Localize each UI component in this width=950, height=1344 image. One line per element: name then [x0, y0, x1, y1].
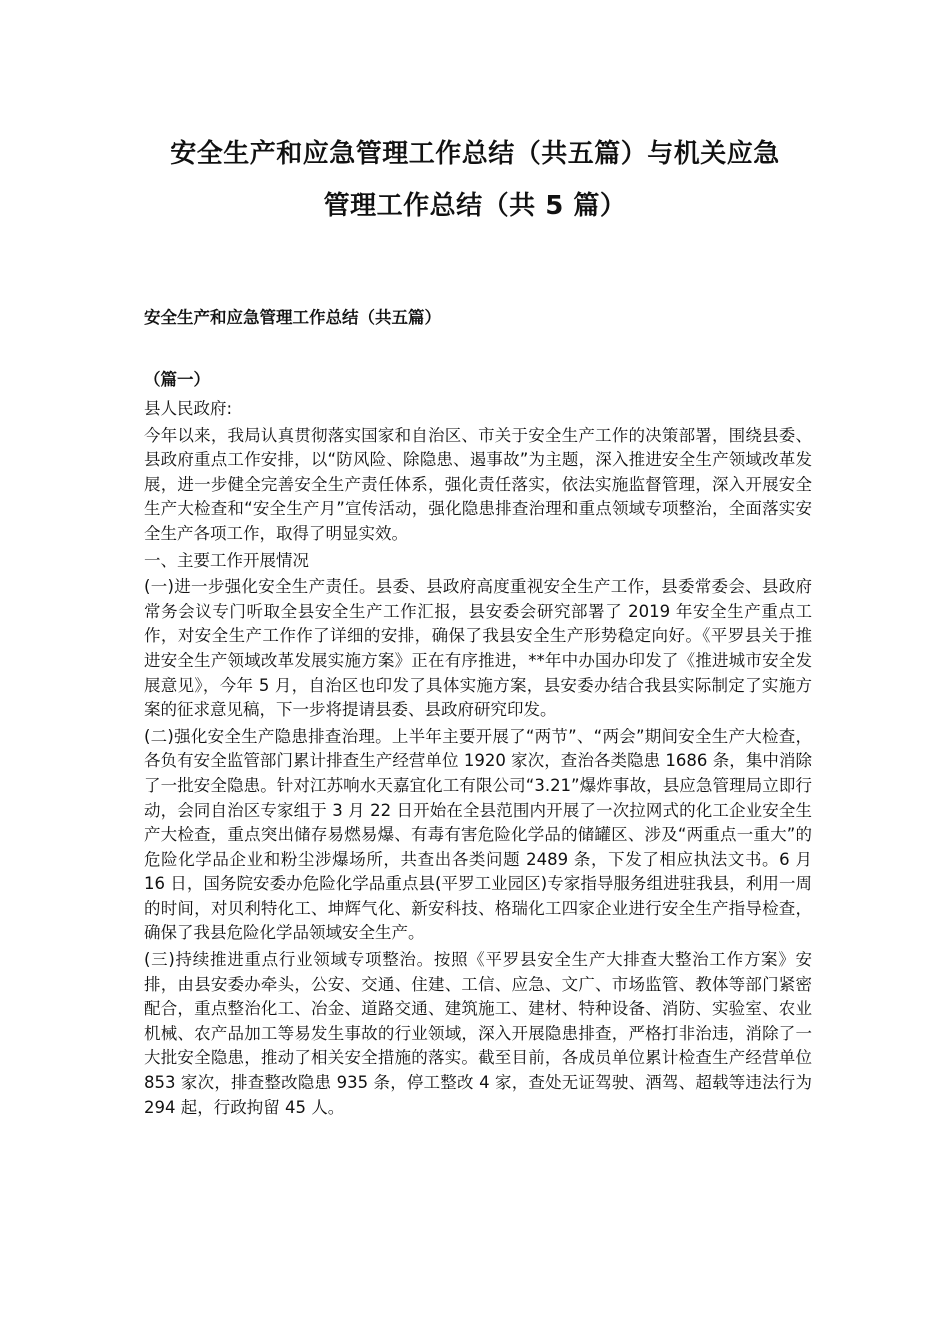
paragraph-item-1: (一)进一步强化安全生产责任。县委、县政府高度重视安全生产工作，县委常委会、县政府常务会议专门听取全县安全生产工作汇报，县安委会研究部署了 2019 年安全生产重点工作，对安全生产工作作了详细的安排，确保了我县安全生产形势稳定向好。《平罗县关于推进安全生产领域改革发展实施方案》正在有序推进，**年中办国办印发了《推进城市安全发展意见》，今年 5 月，自治区也印发了具体实施方案，县安委办结合我县实际制定了实施方案的征求意见稿，下一步将提请县委、县政府研究印发。: [144, 577, 812, 720]
part-label: （篇一）: [144, 370, 210, 389]
document-title-line-1: 安全生产和应急管理工作总结（共五篇）与机关应急: [170, 139, 780, 169]
paragraph-item-2: (二)强化安全生产隐患排查治理。上半年主要开展了“两节”、“两会”期间安全生产大检查，各负有安全监管部门累计排查生产经营单位 1920 家次，查治各类隐患 1686 条，集中消除了一批安全隐患。针对江苏响水天嘉宜化工有限公司“3.21”爆炸事故，县应急管理局立即行动，会同自治区专家组于 3 月 22 日开始在全县范围内开展了一次拉网式的化工企业安全生产大检查，重点突出储存易燃易爆、有毒有害危险化学品的储罐区、涉及“两重点一重大”的危险化学品企业和粉尘涉爆场所，共查出各类问题 2489 条，下发了相应执法文书。6 月 16 日，国务院安委办危险化学品重点县(平罗工业园区)专家指导服务组进驻我县，利用一周的时间，对贝利特化工、坤辉气化、新安科技、格瑞化工四家企业进行安全生产指导检查，确保了我县危险化学品领域安全生产。: [144, 726, 812, 943]
document-title-line-2: 管理工作总结（共 5 篇）: [323, 191, 627, 221]
paragraph-item-3: (三)持续推进重点行业领域专项整治。按照《平罗县安全生产大排查大整治工作方案》安排，由县安委办牵头，公安、交通、住建、工信、应急、文广、市场监管、教体等部门紧密配合，重点整治化工、冶金、道路交通、建筑施工、建材、特种设备、消防、实验室、农业机械、农产品加工等易发生事故的行业领域，深入开展隐患排查，严格打非治违，消除了一大批安全隐患，推动了相关安全措施的落实。截至目前，各成员单位累计检查生产经营单位 853 家次，排查整改隐患 935 条，停工整改 4 家，查处无证驾驶、酒驾、超载等违法行为 294 起，行政拘留 45 人。: [144, 950, 812, 1117]
paragraph-intro: 今年以来，我局认真贯彻落实国家和自治区、市关于安全生产工作的决策部署，围绕县委、县政府重点工作安排，以“防风险、除隐患、遏事故”为主题，深入推进安全生产领域改革发展，进一步健全完善安全生产责任体系，强化责任落实，依法实施监督管理，深入开展安全生产大检查和“安全生产月”宣传活动，强化隐患排查治理和重点领域专项整治，全面落实安全生产各项工作，取得了明显实效。: [144, 425, 812, 543]
salutation: 县人民政府:: [144, 399, 233, 418]
document-body: [144, 397, 812, 1122]
heading-main-work: 一、主要工作开展情况: [144, 550, 309, 570]
document-title: [100, 128, 850, 232]
section-title: 安全生产和应急管理工作总结（共五篇）: [144, 308, 441, 327]
